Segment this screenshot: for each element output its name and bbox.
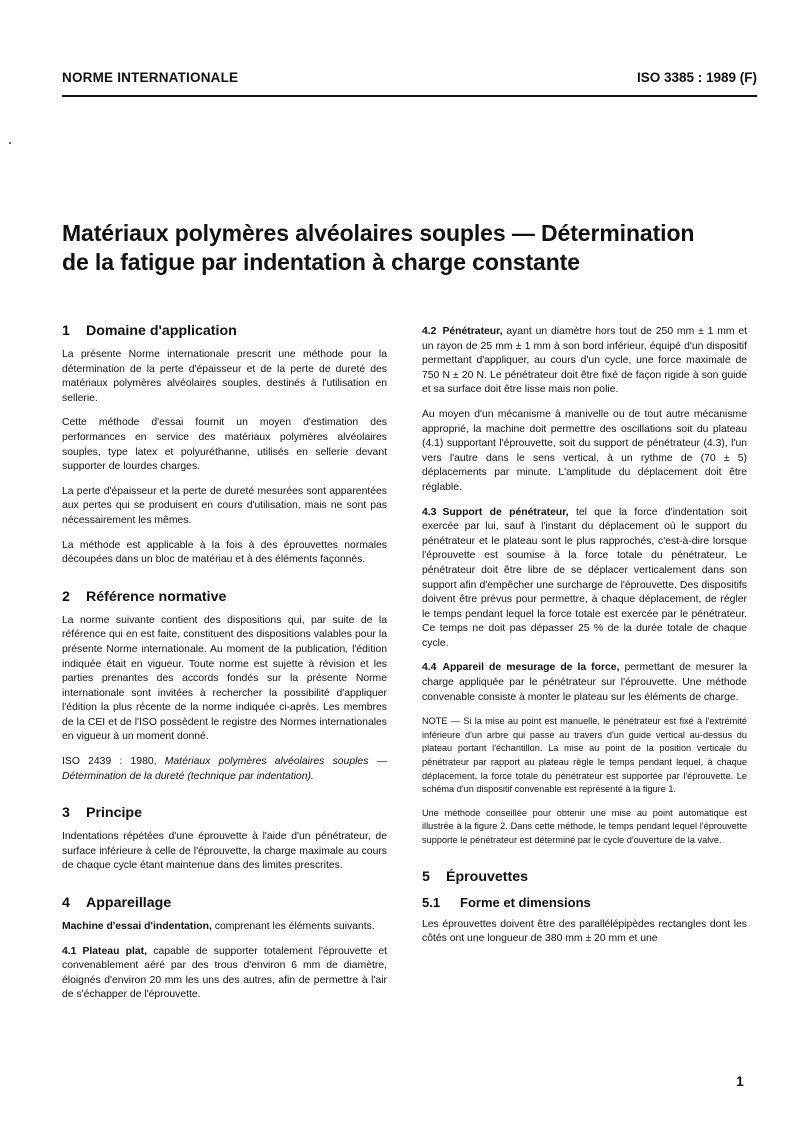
header-standard-type: NORME INTERNATIONALE — [62, 70, 239, 85]
section-5-1-heading: 5.1 Forme et dimensions — [422, 894, 591, 910]
page-number: 1 — [736, 1073, 744, 1089]
header-standard-code: ISO 3385 : 1989 (F) — [636, 70, 757, 85]
normative-reference: ISO 2439 : 1980, Matériaux polymères alvéolaires souples — Détermination de la dureté (technique par indentation). — [62, 756, 387, 782]
s3-paragraph-1: Indentations répétées d'une éprouvette à l'aide d'un pénétrateur, de surface inférieure à celle de l'éprouvette, la charge maximale au cours de chaque cycle étant maintenue dans des limites prescrites. — [62, 831, 387, 872]
section-1-heading: 1 Domaine d'application — [62, 323, 237, 339]
note-manual-setup: NOTE — Si la mise au point est manuelle, le pénétrateur est fixé à l'extrémité inférieure d'un arbre qui passe au travers d'un guide vertical au-dessus du plateau portant l'échantillon. La mise au point de la position verticale du pénétrateur par rapport au plateau règle le temps pendant lequel, à chaque déplacement, la force totale du pénétrateur est supportée par l'éprouvette. Le schéma d'un dispositif convenable est représenté à la figure 1. — [422, 716, 747, 795]
right-column — [422, 325, 747, 957]
section-4-heading: 4 Appareillage — [62, 895, 172, 912]
s2-paragraph-1: La norme suivante contient des dispositions qui, par suite de la référence qui en est faite, constituent des dispositions valables pour la présente Norme internationale. Au moment de la publication, l'édition indiquée était en vigueur. Toute norme est sujette à révision et les parties prenantes des accords fondés sur la présente Norme internationale sont invitées à rechercher la possibilité d'appliquer l'édition la plus récente de la norme indiquée ci-après. Les membres de la CEI et de l'ISO possèdent le registre des Normes internationales en vigueur à un moment donné. — [62, 614, 387, 743]
document-title — [62, 219, 762, 277]
s4-2-paragraph: 4.2 Pénétrateur, ayant un diamètre hors tout de 250 mm ± 1 mm et un rayon de 25 mm ± 1 mm à son bord inférieur, équipé d'un dispositif permettant d'appliquer, au cours d'un cycle, une force maximale de 750 N ± 20 N. Le pénétrateur doit être fixé de façon rigide à son guide et sa surface doit être lisse mais non polie. — [422, 326, 747, 396]
page-header — [62, 70, 757, 88]
s4-4-paragraph: 4.4 Appareil de mesurage de la force, permettant de mesurer la charge appliquée par le pénétrateur sur l'éprouvette. Une méthode convenable consiste à monter le plateau sur les éléments de charge. — [422, 662, 747, 703]
section-2-heading: 2 Référence normative — [62, 588, 227, 605]
title-line-1: Matériaux polymères alvéolaires souples — Détermination — [62, 220, 695, 246]
section-3-heading: 3 Principe — [62, 805, 142, 822]
s1-paragraph-1: La présente Norme internationale prescrit une méthode pour la détermination de la perte d'épaisseur et de la perte de dureté des matériaux polymères alvéolaires souples, destinés à l'utilisation en sellerie. — [62, 349, 387, 404]
header-rule — [62, 95, 757, 97]
s1-paragraph-4: La méthode est applicable à la fois à des éprouvettes normales découpées dans un bloc de matériau et à des éléments façonnés. — [62, 539, 387, 566]
s1-paragraph-2: Cette méthode d'essai fournit un moyen d'estimation des performances en service des matériaux polymères alvéolaires souples, type latex et polyuréthanne, utilisés en sellerie devant supporter de lourdes charges. — [62, 417, 387, 473]
title-line-2: de la fatigue par indentation à charge constante — [62, 249, 580, 275]
s5-1-paragraph: Les éprouvettes doivent être des parallélépipèdes rectangles dont les côtés ont une longueur de 380 mm ± 20 mm et une — [422, 918, 747, 945]
s4-2-paragraph-2: Au moyen d'un mécanisme à manivelle ou de tout autre mécanisme approprié, la machine doit permettre des oscillations soit du plateau (4.1) supportant l'éprouvette, soit du support de pénétrateur (4.3), l'un vers l'autre dans le sens vertical, à un rythme de (70 ± 5) déplacements par minute. L'amplitude du déplacement doit être réglable. — [422, 408, 747, 493]
s4-3-paragraph: 4.3 Support de pénétrateur, tel que la force d'indentation soit exercée par lui, sauf à l'instant du déplacement où le support du pénétrateur et le plateau sont le plus rapprochés, c'est-à-dire lorsque l'éprouvette est soumise à la force totale du pénétrateur. Le pénétrateur doit être libre de se déplacer verticalement dans son support afin d'empêcher une surcharge de l'éprouvette. Des dispositifs doivent être prévus pour permettre, à chaque déplacement, de régler le temps pendant lequel la force totale est exercée par le pénétrateur. Ce temps ne doit pas dépasser 25 % de la durée totale de chaque cycle. — [422, 506, 747, 649]
s1-paragraph-3: La perte d'épaisseur et la perte de dureté mesurées sont apparentées aux pertes qui se produisent en cours d'utilisation, mais ne sont pas nécessairement les mêmes. — [62, 485, 387, 526]
note-automatic-setup: Une méthode conseillée pour obtenir une mise au point automatique est illustrée à la figure 2. Dans cette méthode, le temps pendant lequel l'éprouvette supporte le pénétrateur est déterminé par le cycle d'ouverture de la valve. — [422, 807, 747, 845]
left-column — [62, 322, 387, 1013]
s4-intro: Machine d'essai d'indentation, comprenant les éléments suivants. — [62, 921, 375, 933]
s4-1-paragraph: 4.1 Plateau plat, capable de supporter totalement l'éprouvette et convenablement aéré par des trous d'environ 6 mm de diamètre, éloignés d'environ 20 mm les uns des autres, afin de permettre à l'air de s'échapper de l'éprouvette. — [62, 945, 387, 1001]
section-5-heading: 5 Éprouvettes — [422, 868, 528, 885]
scan-speck — [9, 142, 11, 144]
